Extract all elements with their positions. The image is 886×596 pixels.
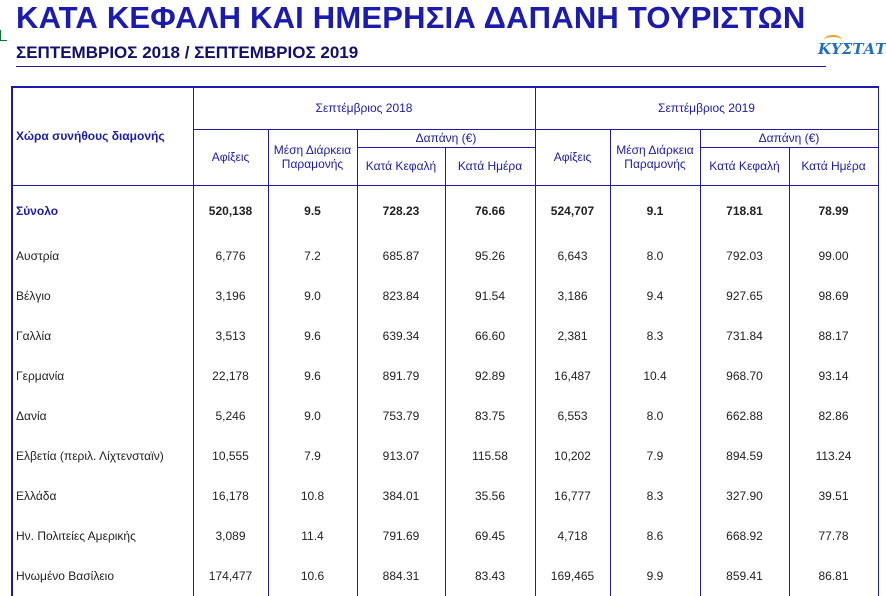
table-cell: 10,202: [535, 436, 610, 476]
table-cell: 10,555: [193, 436, 268, 476]
table-cell: 384.01: [357, 476, 445, 516]
table-cell: 69.45: [445, 516, 535, 556]
table-row: [12, 476, 878, 516]
table-cell: 891.79: [357, 356, 445, 396]
page-subtitle: ΣΕΠΤΕΜΒΡΙΟΣ 2018 / ΣΕΠΤΕΜΒΡΙΟΣ 2019: [16, 43, 359, 62]
table-cell: 884.31: [357, 556, 445, 596]
country-name: Ηνωμένο Βασίλειο: [12, 556, 193, 596]
per-day-2019-header: Κατά Ημέρα: [789, 147, 878, 185]
table-cell: 83.43: [445, 556, 535, 596]
table-cell: 88.17: [789, 316, 878, 356]
per-capita-2018-header: Κατά Κεφαλή: [357, 147, 445, 185]
table-cell: 7.2: [268, 236, 357, 276]
table-cell: 6,776: [193, 236, 268, 276]
per-day-2018-header: Κατά Ημέρα: [445, 147, 535, 185]
table-cell: 113.24: [789, 436, 878, 476]
table-cell: 10.6: [268, 556, 357, 596]
country-name: Δανία: [12, 396, 193, 436]
table-cell: 86.81: [789, 556, 878, 596]
table-cell: 66.60: [445, 316, 535, 356]
table-row: [12, 276, 878, 316]
table-cell: 9.5: [268, 185, 357, 236]
table-cell: 968.70: [700, 356, 789, 396]
table-cell: 3,089: [193, 516, 268, 556]
cystat-logo: [818, 40, 886, 58]
spending-2018-header: Δαπάνη (€): [357, 129, 535, 147]
table-cell: 524,707: [535, 185, 610, 236]
table-cell: 718.81: [700, 185, 789, 236]
table-cell: 927.65: [700, 276, 789, 316]
table-cell: 685.87: [357, 236, 445, 276]
table-cell: 92.89: [445, 356, 535, 396]
table-cell: 9.9: [610, 556, 700, 596]
country-name: Αυστρία: [12, 236, 193, 276]
table-cell: 9.6: [268, 356, 357, 396]
corner-mark: [0, 30, 7, 41]
table-cell: 169,465: [535, 556, 610, 596]
table-cell: 76.66: [445, 185, 535, 236]
table-cell: 791.69: [357, 516, 445, 556]
spending-2019-header: Δαπάνη (€): [700, 129, 878, 147]
period-2019-header: Σεπτέμβριος 2019: [535, 87, 878, 129]
avg-stay-2019-header: Μέση Διάρκεια Παραμονής: [610, 129, 700, 185]
table-cell: 8.6: [610, 516, 700, 556]
table-cell: 4,718: [535, 516, 610, 556]
table-row: [12, 516, 878, 556]
table-cell: 662.88: [700, 396, 789, 436]
per-capita-2019-header: Κατά Κεφαλή: [700, 147, 789, 185]
table-cell: 9.6: [268, 316, 357, 356]
title-underline: [16, 66, 826, 67]
table-cell: 22,178: [193, 356, 268, 396]
table-cell: 3,186: [535, 276, 610, 316]
table-cell: 78.99: [789, 185, 878, 236]
country-name: Γερμανία: [12, 356, 193, 396]
table-cell: 7.9: [610, 436, 700, 476]
table-row: [12, 396, 878, 436]
table-cell: 16,178: [193, 476, 268, 516]
table-cell: 5,246: [193, 396, 268, 436]
table-row: [12, 436, 878, 476]
table-cell: 9.1: [610, 185, 700, 236]
table-cell: 39.51: [789, 476, 878, 516]
country-name: Ην. Πολιτείες Αμερικής: [12, 516, 193, 556]
table-cell: 10.4: [610, 356, 700, 396]
table-cell: 8.3: [610, 316, 700, 356]
table-cell: 115.58: [445, 436, 535, 476]
table-cell: 174,477: [193, 556, 268, 596]
table-cell: 8.0: [610, 396, 700, 436]
table-row: [12, 556, 878, 596]
table-cell: 6,553: [535, 396, 610, 436]
period-2018-header: Σεπτέμβριος 2018: [193, 87, 535, 129]
country-name: Ελλάδα: [12, 476, 193, 516]
table-row-total: [12, 185, 878, 236]
table-cell: 83.75: [445, 396, 535, 436]
table-cell: 753.79: [357, 396, 445, 436]
table-cell: 11.4: [268, 516, 357, 556]
table-cell: 35.56: [445, 476, 535, 516]
table-cell: 9.4: [610, 276, 700, 316]
page-title: ΚΑΤΑ ΚΕΦΑΛΗ ΚΑΙ ΗΜΕΡΗΣΙΑ ΔΑΠΑΝΗ ΤΟΥΡΙΣΤΩΝ: [16, 0, 806, 35]
table-cell: 3,196: [193, 276, 268, 316]
tourist-spending-table: [11, 86, 879, 596]
table-cell: 95.26: [445, 236, 535, 276]
table-cell: 520,138: [193, 185, 268, 236]
table-cell: 9.0: [268, 396, 357, 436]
table-cell: 10.8: [268, 476, 357, 516]
table-cell: 7.9: [268, 436, 357, 476]
table-cell: 8.0: [610, 236, 700, 276]
total-label: Σύνολο: [12, 185, 193, 236]
arrivals-2018-header: Αφίξεις: [193, 129, 268, 185]
table-cell: 8.3: [610, 476, 700, 516]
table-cell: 859.41: [700, 556, 789, 596]
table-cell: 728.23: [357, 185, 445, 236]
country-column-header: Χώρα συνήθους διαμονής: [12, 87, 193, 185]
table-cell: 823.84: [357, 276, 445, 316]
logo-swoosh-icon: [824, 35, 842, 45]
table-cell: 16,487: [535, 356, 610, 396]
logo-text: ΚΥΣΤΑΤ: [818, 40, 886, 58]
table-cell: 731.84: [700, 316, 789, 356]
avg-stay-2018-header: Μέση Διάρκεια Παραμονής: [268, 129, 357, 185]
table-cell: 894.59: [700, 436, 789, 476]
arrivals-2019-header: Αφίξεις: [535, 129, 610, 185]
table-cell: 639.34: [357, 316, 445, 356]
table-cell: 98.69: [789, 276, 878, 316]
table-cell: 2,381: [535, 316, 610, 356]
table-cell: 99.00: [789, 236, 878, 276]
table-cell: 913.07: [357, 436, 445, 476]
country-name: Βέλγιο: [12, 276, 193, 316]
table-row: [12, 356, 878, 396]
table-row: [12, 316, 878, 356]
country-name: Ελβετία (περιλ. Λίχτενσταϊν): [12, 436, 193, 476]
table-cell: 93.14: [789, 356, 878, 396]
country-name: Γαλλία: [12, 316, 193, 356]
table-row: [12, 236, 878, 276]
table-cell: 668.92: [700, 516, 789, 556]
table-cell: 3,513: [193, 316, 268, 356]
table-cell: 327.90: [700, 476, 789, 516]
table-cell: 77.78: [789, 516, 878, 556]
table-cell: 6,643: [535, 236, 610, 276]
table-cell: 16,777: [535, 476, 610, 516]
table-cell: 792.03: [700, 236, 789, 276]
table-cell: 91.54: [445, 276, 535, 316]
table-cell: 82.86: [789, 396, 878, 436]
table-cell: 9.0: [268, 276, 357, 316]
